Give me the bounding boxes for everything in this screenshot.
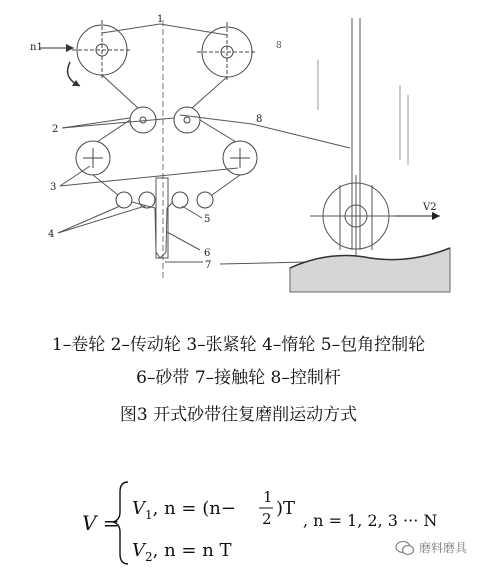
velocity-label: V2 [423,202,437,213]
velocity-formula [0,468,477,578]
callout-3: 3 [50,182,57,193]
callout-6: 6 [204,248,211,259]
formula-case-1-tail: )T [276,498,296,519]
callout-1: 1 [157,14,164,25]
figure-caption: 图3 开式砂带往复磨削运动方式 [119,405,358,425]
formula-case-2: $V_2$, n = n T [132,540,232,564]
idler-wheels [116,192,213,208]
velocity-arrow-icon [432,212,440,220]
winding-wheel-right [197,22,257,82]
formula-frac-num: 1 [263,488,273,506]
winding-wheel-left [72,20,132,80]
watermark-text: 磨料磨具 [418,541,467,555]
formula-brace [113,482,128,564]
legend-line-1: 1–卷轮 2–传动轮 3–张紧轮 4–惰轮 5–包角控制轮 [51,335,426,355]
callout-8: 8 [256,114,263,125]
formula-frac-den: 2 [262,510,272,528]
callout-7: 7 [205,260,212,271]
callout-2: 2 [52,124,59,135]
wechat-icon [395,540,415,556]
tension-wheel-left [76,141,110,175]
workpiece-surface [290,248,450,292]
tension-wheel-right [223,141,257,175]
abrasive-belt [93,75,240,258]
formula-lhs: V = [82,511,120,535]
watermark [395,539,467,556]
formula-case-1: $V_1$, n = (n− [132,498,236,522]
callout-4: 4 [48,229,55,240]
formula-domain: , n = 1, 2, 3 ··· N [303,511,438,530]
drive-wheel-right [174,107,200,133]
rotation-label: n1 [30,42,43,53]
side-view-label: 8 [276,41,282,51]
callout-5: 5 [204,214,211,225]
rotation-arrow-icon [68,62,80,86]
side-view [310,18,420,260]
legend-line-2: 6–砂带 7–接触轮 8–控制杆 [136,368,341,388]
